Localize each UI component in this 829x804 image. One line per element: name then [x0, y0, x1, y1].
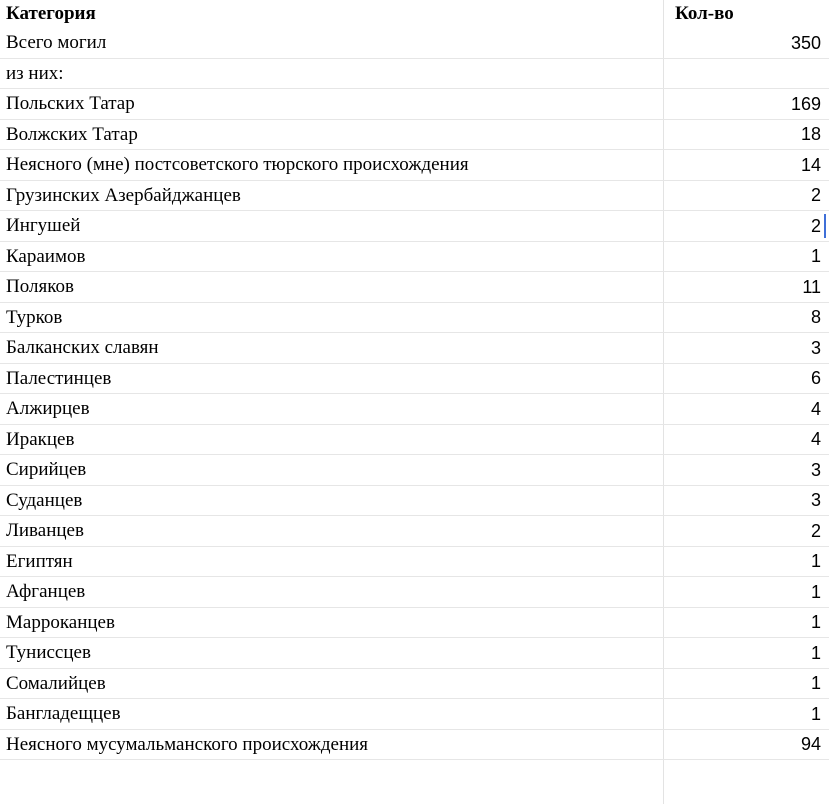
count-cell[interactable]: 1 — [810, 551, 821, 572]
count-cell[interactable]: 1 — [810, 703, 821, 724]
count-cell[interactable]: 169 — [790, 93, 821, 114]
count-cell[interactable] — [663, 59, 824, 90]
category-cell[interactable]: Грузинских Азербайджанцев — [6, 184, 241, 206]
table-row — [0, 333, 829, 364]
table-row — [0, 425, 829, 456]
table-row — [0, 516, 829, 547]
category-cell[interactable]: Турков — [6, 306, 63, 328]
table-row — [0, 120, 829, 151]
category-cell[interactable]: Неясного (мне) постсоветского тюрского происхождения — [6, 154, 469, 176]
category-cell[interactable]: Суданцев — [6, 489, 83, 511]
category-cell[interactable]: Иракцев — [6, 428, 75, 450]
table-row — [0, 699, 829, 730]
count-cell[interactable]: 1 — [810, 612, 821, 633]
category-cell[interactable]: Ингушей — [6, 215, 81, 237]
count-cell[interactable]: 2 — [810, 520, 821, 541]
table-row — [0, 181, 829, 212]
count-cell[interactable]: 2 — [810, 215, 821, 236]
table-row — [0, 59, 829, 90]
category-cell[interactable]: Неясного мусумальманского происхождения — [6, 733, 369, 755]
table-row — [0, 577, 829, 608]
category-cell[interactable]: из них: — [6, 62, 64, 84]
category-cell[interactable]: Караимов — [6, 245, 86, 267]
category-cell[interactable]: Марроканцев — [6, 611, 115, 633]
category-cell[interactable]: Волжских Татар — [6, 123, 138, 145]
count-cell[interactable]: 3 — [810, 459, 821, 480]
table-row — [0, 28, 829, 59]
category-cell[interactable]: Бангладещцев — [6, 703, 121, 725]
table-row — [0, 394, 829, 425]
count-cell[interactable]: 2 — [810, 185, 821, 206]
category-cell[interactable]: Афганцев — [6, 581, 86, 603]
table-row — [0, 242, 829, 273]
category-cell[interactable]: Польских Татар — [6, 93, 135, 115]
table-row — [0, 211, 829, 242]
table-row — [0, 638, 829, 669]
count-cell[interactable]: 11 — [802, 276, 821, 297]
count-cell[interactable]: 1 — [810, 673, 821, 694]
category-cell[interactable]: Сирийцев — [6, 459, 87, 481]
category-cell[interactable]: Египтян — [6, 550, 73, 572]
count-cell[interactable]: 6 — [810, 368, 821, 389]
count-cell[interactable]: 1 — [810, 581, 821, 602]
table-row — [0, 272, 829, 303]
count-cell[interactable]: 3 — [810, 337, 821, 358]
cell-selection-marker — [824, 214, 826, 238]
count-cell[interactable]: 1 — [810, 642, 821, 663]
table-row — [0, 364, 829, 395]
count-cell[interactable]: 350 — [790, 32, 821, 53]
header-count[interactable]: Кол-во — [675, 3, 734, 24]
category-cell[interactable]: Балканских славян — [6, 337, 159, 359]
table-row — [0, 547, 829, 578]
count-cell[interactable]: 8 — [810, 307, 821, 328]
count-cell[interactable]: 4 — [810, 429, 821, 450]
category-cell[interactable]: Туниссцев — [6, 642, 91, 664]
count-cell[interactable]: 94 — [800, 734, 821, 755]
category-cell[interactable]: Алжирцев — [6, 398, 90, 420]
count-cell[interactable]: 3 — [810, 490, 821, 511]
count-cell[interactable]: 18 — [800, 124, 821, 145]
category-cell[interactable]: Палестинцев — [6, 367, 112, 389]
header-category[interactable]: Категория — [6, 3, 96, 24]
count-cell[interactable]: 4 — [810, 398, 821, 419]
table-row — [0, 669, 829, 700]
category-cell[interactable]: Ливанцев — [6, 520, 84, 542]
table-row — [0, 730, 829, 761]
table-row — [0, 455, 829, 486]
header-row — [0, 0, 829, 28]
table-row — [0, 608, 829, 639]
table-body — [0, 28, 829, 760]
category-cell[interactable]: Сомалийцев — [6, 672, 106, 694]
table-row — [0, 150, 829, 181]
category-cell[interactable]: Всего могил — [6, 32, 107, 54]
count-cell[interactable]: 1 — [810, 246, 821, 267]
count-cell[interactable]: 14 — [800, 154, 821, 175]
table-row — [0, 303, 829, 334]
table-row — [0, 89, 829, 120]
table-row — [0, 486, 829, 517]
category-cell[interactable]: Поляков — [6, 276, 74, 298]
